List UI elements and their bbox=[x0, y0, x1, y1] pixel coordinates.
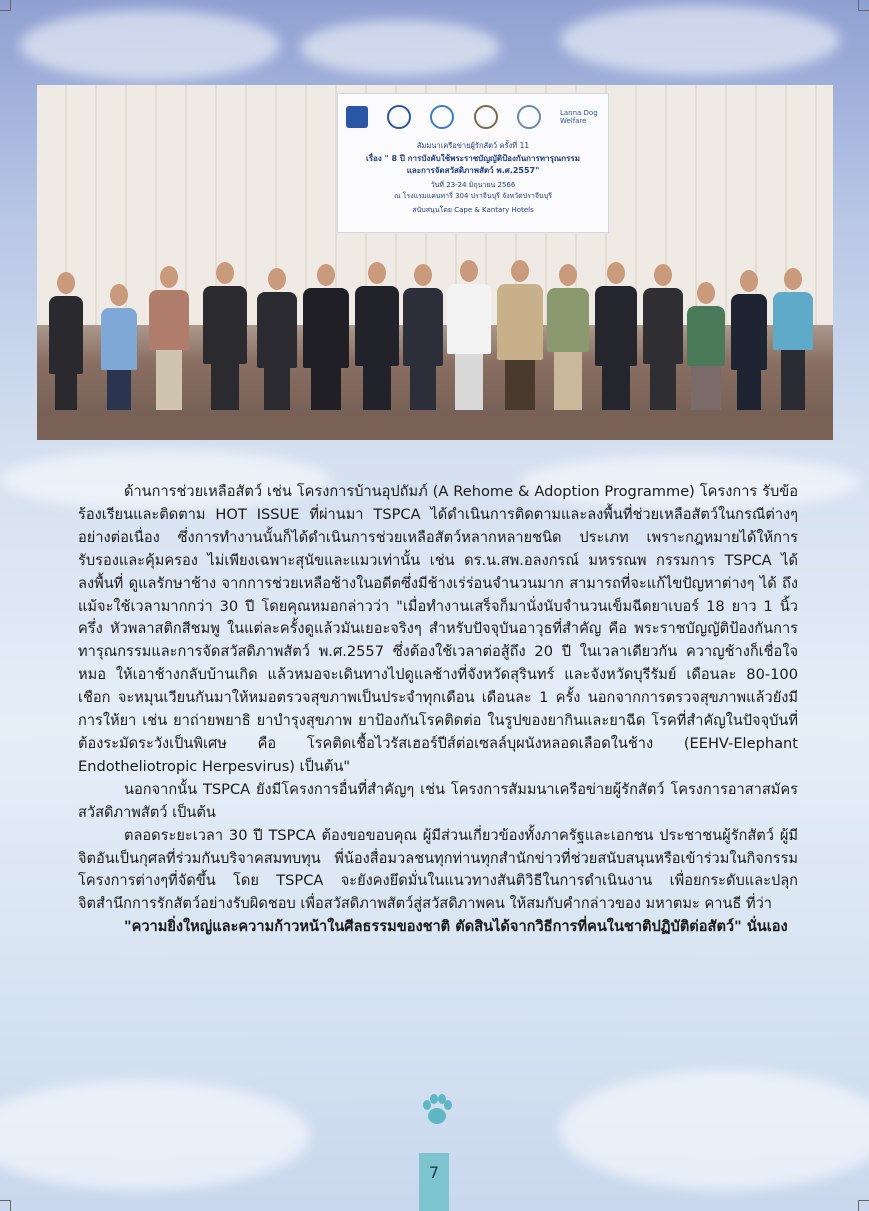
person-figure bbox=[447, 260, 491, 410]
gandhi-quote: "ความยิ่งใหญ่และความก้าวหน้าในศีลธรรมของชาติ ตัดสินได้จากวิธีการที่คนในชาติปฏิบัติต่อสัตว์" bbox=[124, 918, 742, 936]
group-photo bbox=[37, 85, 833, 440]
person-figure bbox=[101, 284, 137, 410]
seal-logo-icon bbox=[474, 105, 498, 129]
person-figure bbox=[303, 264, 349, 410]
backdrop-line-3: และการจัดสวัสดิภาพสัตว์ พ.ศ.2557" bbox=[406, 166, 540, 175]
crop-mark bbox=[0, 1200, 11, 1211]
page-number: 7 bbox=[428, 1163, 440, 1182]
event-backdrop bbox=[337, 93, 609, 233]
paragraph: นอกจากนั้น TSPCA ยังมีโครงการอื่นที่สำคัญๆ เช่น โครงการสัมมนาเครือข่ายผู้รักสัตว์ โครงการอาสาสมัครสวัสดิภาพสัตว์ เป็นต้น bbox=[78, 780, 798, 821]
person-figure bbox=[257, 268, 297, 410]
crop-mark bbox=[0, 0, 11, 11]
person-figure bbox=[595, 262, 637, 410]
iucn-logo-icon bbox=[387, 105, 411, 129]
cloud-decoration bbox=[0, 1080, 310, 1190]
cloud-decoration bbox=[560, 5, 840, 75]
page-number-tab bbox=[419, 1153, 449, 1211]
cloud-decoration bbox=[560, 1070, 869, 1190]
crop-mark bbox=[858, 1200, 869, 1211]
crop-mark bbox=[858, 0, 869, 11]
paw-icon bbox=[419, 1092, 455, 1128]
person-figure bbox=[547, 264, 589, 410]
cloud-decoration bbox=[300, 20, 500, 75]
dog-logo-icon bbox=[517, 105, 541, 129]
cross-logo-icon bbox=[430, 105, 454, 129]
backdrop-line-4: วันที่ 23-24 มิถุนายน 2566 bbox=[430, 181, 516, 189]
cloud-decoration bbox=[20, 10, 280, 80]
backdrop-logos bbox=[346, 104, 600, 130]
photo-floor bbox=[37, 415, 833, 440]
person-figure bbox=[203, 262, 247, 410]
tspca-logo-icon bbox=[346, 106, 368, 128]
quote-tail: นั่นเอง bbox=[741, 918, 788, 936]
person-figure bbox=[49, 272, 83, 410]
person-figure bbox=[403, 264, 443, 410]
person-figure bbox=[643, 264, 683, 410]
gandhi-quote-paragraph bbox=[78, 916, 798, 939]
person-figure bbox=[355, 262, 399, 410]
person-figure bbox=[773, 268, 813, 410]
paragraph: ด้านการช่วยเหลือสัตว์ เช่น โครงการบ้านอุปถัมภ์ (A Rehome & Adoption Programme) โครงการ รับข้อร้องเรียนและติดตาม HOT ISSUE ที่ผ่านมา TSPCA ได้ดำเนินการติดตามและลงพื้นที่ช่วยเหลือสัตว์ในกรณีต่างๆ อย่างต่อเนื่อง ซึ่งการทำงานนั้นก็ได้ดำเนินการช่วยเหลือสัตว์หลากหลายชนิด ประเภท เพราะกฎหมายได้ให้การรับรองและคุ้มครอง ไม่เพียงเฉพาะสุนัขและแมวเท่านั้น เช่น ดร.น.สพ.อลงกรณ์ มหรรณพ กรรมการ TSPCA ได้ลงพื้นที่ ดูแลรักษาช้าง จากการช่วยเหลือช้างในอดีตซึ่งมีช้างเร่ร่อนจำนวนมาก สามารถที่จะแก้ไขปัญหาต่างๆ ได้ ถึงแม้จะใช้เวลามากกว่า 30 ปี โดยคุณหมอกล่าวว่า "เมื่อทำงานเสร็จก็มานั่งนับจำนวนเข็มฉีดยาเบอร์ 18 ยาว 1 นิ้วครึ่ง หัวพลาสติกสีชมพู ในแต่ละครั้งดูแล้วมันเยอะจริงๆ สำหรับปัจจุบันอาวุธที่สำคัญ คือ พระราชบัญญัติป้องกันการทารุณกรรมและการจัดสวัสดิภาพสัตว์ พ.ศ.2557 ซึ่งต้องใช้เวลาต่อสู้ถึง 20 ปี ในเวลาเดียวกัน ควาญช้างก็เชื่อใจหมอ ให้เอาช้างกลับบ้านเกิด แล้วหมอจะเดินทางไปดูแลช้างที่จังหวัดสุรินทร์ และจังหวัดบุรีรัมย์ เดือนละ 80-100 เชือก จะหมุนเวียนกันมาให้หมอตรวจสุขภาพเป็นประจำทุกเดือน เดือนละ 1 ครั้ง นอกจากการตรวจสุขภาพแล้วยังมีการให้ยา เช่น ยาถ่ายพยาธิ ยาบำรุงสุขภาพ ยาป้องกันโรคติดต่อ ในรูปของยากินและยาฉีด โรคที่สำคัญในปัจจุบันที่ต้องระมัดระวังเป็นพิเศษ คือ โรคติดเชื้อไวรัสเฮอร์ปีส์ต่อเซลล์บุผนังหลอดเลือดในช้าง (EEHV-Elephant Endotheliotropic Herpesvirus) เป็นต้น" bbox=[78, 483, 798, 775]
backdrop-line-1: สัมมนาเครือข่ายผู้รักสัตว์ ครั้งที่ 11 bbox=[416, 141, 530, 150]
lanna-dog-welfare-logo: Lanna Dog Welfare bbox=[559, 109, 598, 125]
person-figure bbox=[497, 260, 543, 410]
person-figure bbox=[731, 270, 767, 410]
backdrop-line-2: เรื่อง " 8 ปี การบังคับใช้พระราชบัญญัติป้องกันการทารุณกรรม bbox=[366, 154, 580, 163]
person-figure bbox=[687, 282, 725, 410]
backdrop-line-5: ณ โรงแรมแคนทารี่ 304 ปราจีนบุรี จังหวัดปราจีนบุรี bbox=[394, 192, 552, 200]
person-figure bbox=[149, 266, 189, 410]
article-body bbox=[78, 481, 798, 939]
paragraph: ตลอดระยะเวลา 30 ปี TSPCA ต้องขอขอบคุณ ผู้มีส่วนเกี่ยวข้องทั้งภาครัฐและเอกชน ประชาชนผู้รักสัตว์ ผู้มีจิตอันเป็นกุศลที่ร่วมกันบริจาคสมทบทุน พี่น้องสื่อมวลชนทุกท่านทุกสำนักข่าวที่ช่วยสนับสนุนหรือเข้าร่วมในกิจกรรมโครงการต่างๆที่จัดขึ้น โดย TSPCA จะยังคงยึดมั่นในแนวทางสันติวิธีในการดำเนินงาน เพื่อยกระดับและปลุกจิตสำนึกการรักสัตว์อย่างรับผิดชอบ เพื่อสวัสดิภาพสัตว์สู่สวัสดิภาพคน ให้สมกับคำกล่าวของ มหาตมะ คานธี ที่ว่า bbox=[78, 826, 798, 913]
backdrop-line-6: สนับสนุนโดย Cape & Kantary Hotels bbox=[412, 206, 534, 214]
